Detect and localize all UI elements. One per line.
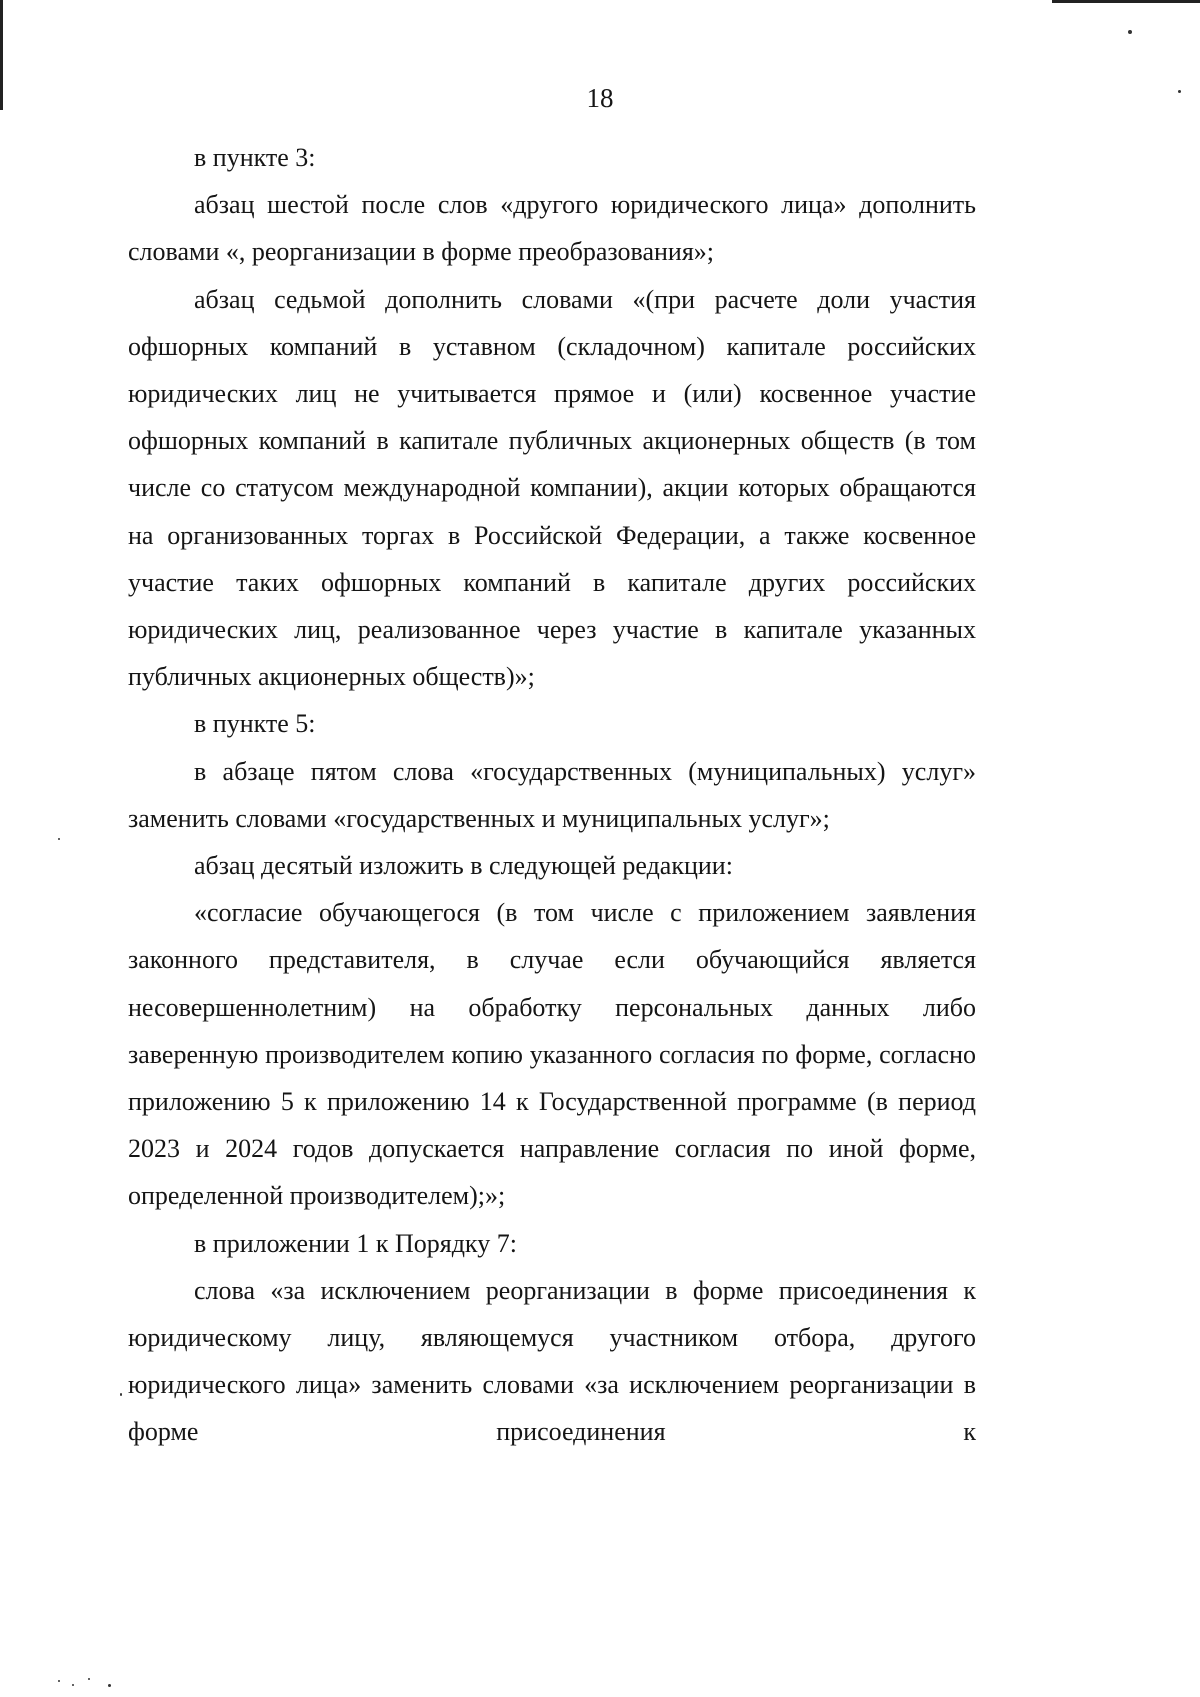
- scan-edge-top: [1052, 0, 1200, 3]
- scan-speck: [58, 838, 60, 840]
- paragraph: в приложении 1 к Порядку 7:: [194, 1228, 517, 1258]
- paragraph: слова «за исключением реорганизации в форме присоединения к юридическому лицу, являющемуся участником отбора, другого юридического лица» заменить словами «за исключением реорганизации в форме присоединения к: [128, 1275, 976, 1447]
- paragraph: в пункте 5:: [194, 709, 316, 739]
- scan-speck: [108, 1684, 111, 1687]
- paragraph: абзац седьмой дополнить словами «(при расчете доли участия офшорных компаний в уставном (складочном) капитале российских юридических лиц не учитывается прямое и (или) косвенное участие офшорных компаний в капитале публичных акционерных обществ (в том числе со статусом международной компании), акции которых обращаются на организованных торгах в Российской Федерации, а также косвенное участие таких офшорных компаний в капитале других российских юридических лиц, реализованное через участие в капитале указанных публичных акционерных обществ)»;: [128, 284, 976, 692]
- paragraph: абзац десятый изложить в следующей редакции:: [194, 851, 733, 881]
- paragraph: «согласие обучающегося (в том числе с приложением заявления законного представителя, в случае если обучающийся является несовершеннолетним) на обработку персональных данных либо заверенную производителем копию указанного согласия по форме, согласно приложению 5 к приложению 14 к Государственной программе (в период 2023 и 2024 годов допускается направление согласия по иной форме, определенной производителем);»;: [128, 898, 976, 1211]
- scan-speck: [72, 1684, 74, 1686]
- paragraph: в пункте 3:: [194, 143, 316, 172]
- scan-speck: [120, 1393, 122, 1396]
- scan-speck: [1128, 30, 1132, 34]
- paragraph: в абзаце пятом слова «государственных (муниципальных) услуг» заменить словами «государственных и муниципальных услуг»;: [128, 756, 976, 833]
- paragraph: абзац шестой после слов «другого юридического лица» дополнить словами «, реорганизации в форме преобразования»;: [128, 190, 976, 267]
- scan-speck: [88, 1678, 90, 1680]
- document-body: [128, 134, 976, 1456]
- page-number: 18: [586, 83, 614, 113]
- scan-speck: [58, 1680, 60, 1682]
